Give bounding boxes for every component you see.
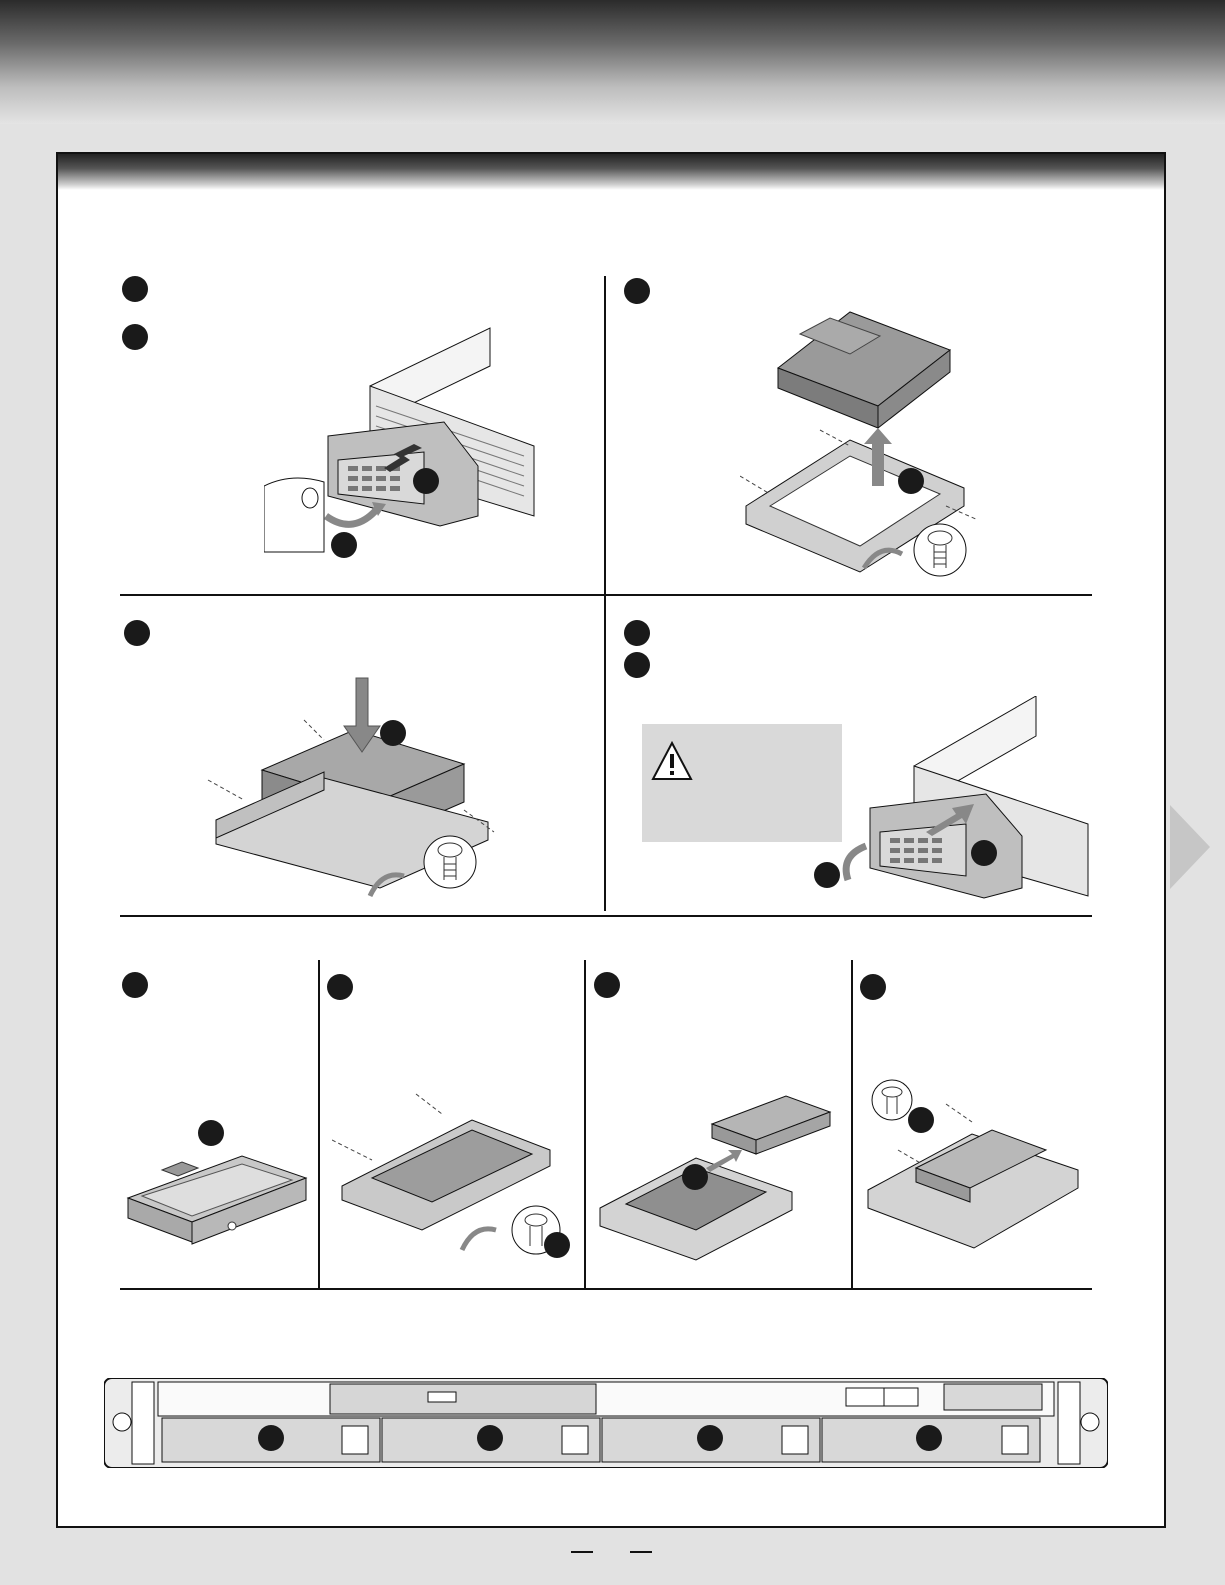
adapter-carrier-illustration [332,1090,572,1270]
divider-col-b3 [851,960,853,1288]
ssd-insert-illustration [596,1092,836,1268]
drive-bay-1-label [258,1425,284,1451]
step-badge [624,652,650,678]
callout-e1 [198,1120,224,1146]
drive-bay-4-label [916,1425,942,1451]
secured-ssd-illustration [862,1078,1088,1266]
callout-c1 [380,720,406,746]
drive-install-illustration [204,670,514,906]
step-badge [624,620,650,646]
divider-col-b1 [318,960,320,1288]
carrier-insert-illustration [826,696,1092,906]
adapter-bracket-illustration [122,1146,312,1266]
drive-bay-2-label [477,1425,503,1451]
caution-box [642,724,842,842]
divider-col-top [604,276,606,911]
callout-g1 [682,1164,708,1190]
top-banner [0,0,1225,124]
callout-a1 [413,468,439,494]
filler-removal-illustration [740,306,990,588]
callout-a2 [331,532,357,558]
divider-row1 [120,594,1092,596]
carrier-removal-illustration [264,326,554,560]
callout-f1 [544,1232,570,1258]
step-badge [594,972,620,998]
step-badge [122,324,148,350]
step-badge [122,276,148,302]
step-badge [624,278,650,304]
step-badge [124,620,150,646]
callout-d1 [971,840,997,866]
next-page-arrow[interactable] [1170,805,1210,889]
panel-header-bar [58,154,1164,190]
callout-d2 [814,862,840,888]
divider-col-b2 [584,960,586,1288]
divider-row2 [120,915,1092,917]
step-badge [860,974,886,1000]
step-badge [327,974,353,1000]
footer-dash-right [630,1551,652,1553]
step-badge [122,972,148,998]
drive-bay-3-label [697,1425,723,1451]
server-front-panel-illustration [104,1378,1108,1468]
callout-h1 [908,1107,934,1133]
callout-b1 [898,468,924,494]
footer-dash-left [571,1551,593,1553]
divider-row3 [120,1288,1092,1290]
warning-triangle-icon [650,740,694,782]
